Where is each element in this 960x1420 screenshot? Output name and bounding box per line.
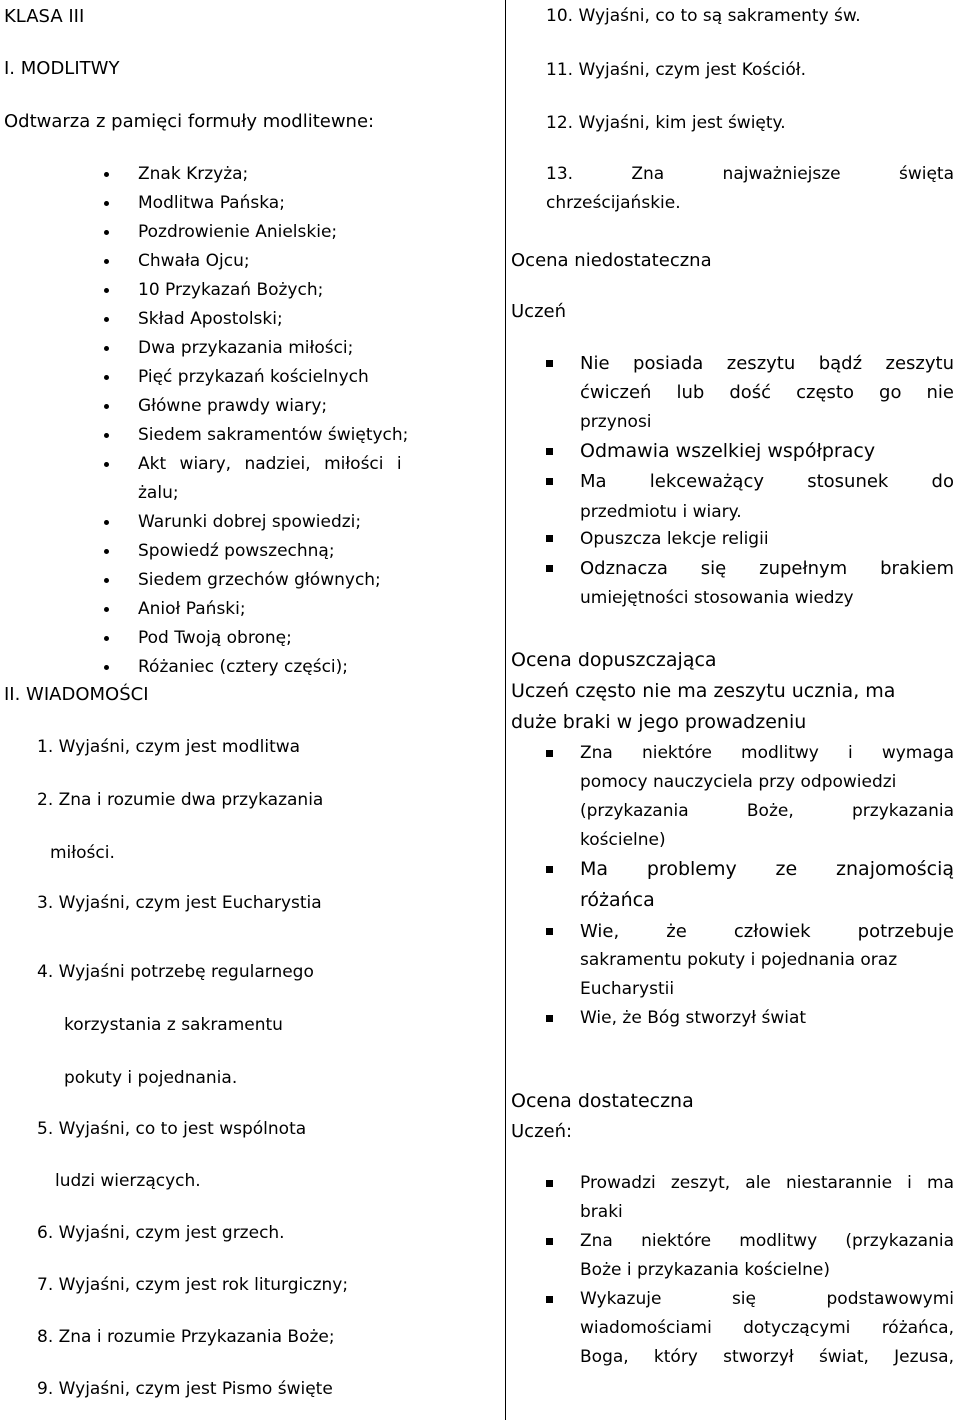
bullet-icon — [104, 404, 109, 409]
list-item-continuation: żalu; — [138, 483, 179, 503]
bullet-icon — [104, 578, 109, 583]
list-item: Warunki dobrej spowiedzi; — [138, 512, 362, 532]
square-bullet-icon — [546, 1238, 553, 1245]
bullet-icon — [104, 317, 109, 322]
grade-intro-line: duże braki w jego prowadzeniu — [511, 711, 807, 733]
list-item: Dwa przykazania miłości; — [138, 338, 354, 358]
list-item-continuation: Boga, który stworzył świat, Jezusa, — [580, 1347, 954, 1367]
bullet-icon — [104, 375, 109, 380]
bullet-icon — [104, 520, 109, 525]
list-item — [546, 164, 954, 184]
square-bullet-icon — [546, 866, 553, 873]
bullet-icon — [104, 172, 109, 177]
list-item: Znak Krzyża; — [138, 164, 249, 184]
grade-title-dopuszczajaca: Ocena dopuszczająca — [511, 649, 717, 671]
grade-title-niedostateczna: Ocena niedostateczna — [511, 250, 712, 271]
list-item-continuation: Eucharystii — [580, 979, 675, 999]
section-title-prayers: I. MODLITWY — [4, 58, 120, 79]
list-item: Modlitwa Pańska; — [138, 193, 285, 213]
square-bullet-icon — [546, 478, 553, 485]
list-item-continuation: Boże i przykazania kościelne) — [580, 1260, 830, 1280]
list-item: 10 Przykazań Bożych; — [138, 280, 324, 300]
bullet-icon — [104, 259, 109, 264]
list-item-continuation: pomocy nauczyciela przy odpowiedzi — [580, 772, 897, 792]
grade-subject: Uczeń — [511, 301, 567, 322]
list-item-continuation: przedmiotu i wiary. — [580, 502, 742, 522]
bullet-icon — [104, 665, 109, 670]
list-item: Skład Apostolski; — [138, 309, 283, 329]
bullet-icon — [104, 346, 109, 351]
square-bullet-icon — [546, 360, 553, 367]
list-item-continuation: różańca — [580, 889, 655, 911]
list-item: 7. Wyjaśni, czym jest rok liturgiczny; — [37, 1275, 349, 1295]
grade-subject: Uczeń: — [511, 1121, 573, 1142]
bullet-icon — [104, 201, 109, 206]
list-item: Ma problemy ze znajomością — [580, 858, 954, 880]
prayers-intro: Odtwarza z pamięci formuły modlitewne: — [4, 111, 375, 132]
list-item-continuation: miłości. — [50, 843, 115, 863]
list-item-continuation: sakramentu pokuty i pojednania oraz — [580, 950, 898, 970]
class-title: KLASA III — [4, 6, 85, 27]
square-bullet-icon — [546, 1296, 553, 1303]
list-item-continuation: pokuty i pojednania. — [64, 1068, 238, 1088]
grade-title-dostateczna: Ocena dostateczna — [511, 1090, 694, 1112]
list-item-continuation: przynosi — [580, 412, 652, 432]
list-item: 11. Wyjaśni, czym jest Kościół. — [546, 60, 806, 80]
list-item-text: 13. Zna najważniejsze święta — [546, 164, 954, 184]
list-item: Wykazuje się podstawowymi — [580, 1289, 954, 1309]
list-item-continuation: wiadomościami dotyczącymi różańca, — [580, 1318, 954, 1338]
list-item: 4. Wyjaśni potrzebę regularnego — [37, 962, 314, 982]
list-item: Główne prawdy wiary; — [138, 396, 328, 416]
list-item: Pięć przykazań kościelnych — [138, 367, 369, 387]
list-item: Nie posiada zeszytu bądź zeszytu — [580, 353, 954, 374]
list-item: 12. Wyjaśni, kim jest święty. — [546, 113, 786, 133]
list-item: Chwała Ojcu; — [138, 251, 250, 271]
bullet-icon — [104, 607, 109, 612]
list-item-continuation: ludzi wierzących. — [55, 1171, 201, 1191]
list-item: Odznacza się zupełnym brakiem — [580, 558, 954, 579]
list-item: Opuszcza lekcje religii — [580, 529, 769, 549]
list-item: Siedem sakramentów świętych; — [138, 425, 409, 445]
bullet-icon — [104, 433, 109, 438]
list-item: Anioł Pański; — [138, 599, 246, 619]
list-item-continuation: umiejętności stosowania wiedzy — [580, 588, 854, 608]
bullet-icon — [104, 230, 109, 235]
list-item-continuation: korzystania z sakramentu — [64, 1015, 283, 1035]
bullet-icon — [104, 636, 109, 641]
list-item: Odmawia wszelkiej współpracy — [580, 440, 876, 462]
list-item-continuation: ćwiczeń lub dość często go nie — [580, 382, 954, 403]
list-item: 1. Wyjaśni, czym jest modlitwa — [37, 737, 301, 757]
square-bullet-icon — [546, 750, 553, 757]
list-item: Siedem grzechów głównych; — [138, 570, 381, 590]
list-item-continuation: chrześcijańskie. — [546, 193, 681, 213]
list-item: 3. Wyjaśni, czym jest Eucharystia — [37, 893, 322, 913]
bullet-icon — [104, 462, 109, 467]
list-item: 6. Wyjaśni, czym jest grzech. — [37, 1223, 285, 1243]
list-item: Prowadzi zeszyt, ale niestarannie i ma — [580, 1173, 954, 1193]
list-item: Pod Twoją obronę; — [138, 628, 292, 648]
list-item: Spowiedź powszechną; — [138, 541, 335, 561]
list-item: 9. Wyjaśni, czym jest Pismo święte — [37, 1379, 333, 1399]
list-item-continuation: (przykazania Boże, przykazania — [580, 801, 954, 821]
square-bullet-icon — [546, 535, 553, 542]
list-item: Ma lekceważący stosunek do — [580, 471, 954, 492]
section-title-knowledge: II. WIADOMOŚCI — [4, 684, 149, 705]
list-item: 5. Wyjaśni, co to jest wspólnota — [37, 1119, 307, 1139]
square-bullet-icon — [546, 928, 553, 935]
bullet-icon — [104, 549, 109, 554]
square-bullet-icon — [546, 448, 553, 455]
square-bullet-icon — [546, 1180, 553, 1187]
bullet-icon — [104, 288, 109, 293]
list-item: 10. Wyjaśni, co to są sakramenty św. — [546, 6, 861, 26]
square-bullet-icon — [546, 565, 553, 572]
list-item: Pozdrowienie Anielskie; — [138, 222, 338, 242]
list-item: Wie, że człowiek potrzebuje — [580, 921, 954, 942]
list-item: Akt wiary, nadziei, miłości i — [138, 454, 402, 474]
list-item: Różaniec (cztery części); — [138, 657, 348, 677]
grade-intro-line: Uczeń często nie ma zeszytu ucznia, ma — [511, 680, 896, 702]
list-item: Wie, że Bóg stworzył świat — [580, 1008, 807, 1028]
column-divider — [505, 0, 506, 1420]
list-item: 2. Zna i rozumie dwa przykazania — [37, 790, 324, 810]
list-item-continuation: kościelne) — [580, 830, 666, 850]
list-item-continuation: braki — [580, 1202, 623, 1222]
list-item: Zna niektóre modlitwy (przykazania — [580, 1231, 954, 1251]
list-item: 8. Zna i rozumie Przykazania Boże; — [37, 1327, 335, 1347]
square-bullet-icon — [546, 1015, 553, 1022]
list-item: Zna niektóre modlitwy i wymaga — [580, 743, 954, 763]
